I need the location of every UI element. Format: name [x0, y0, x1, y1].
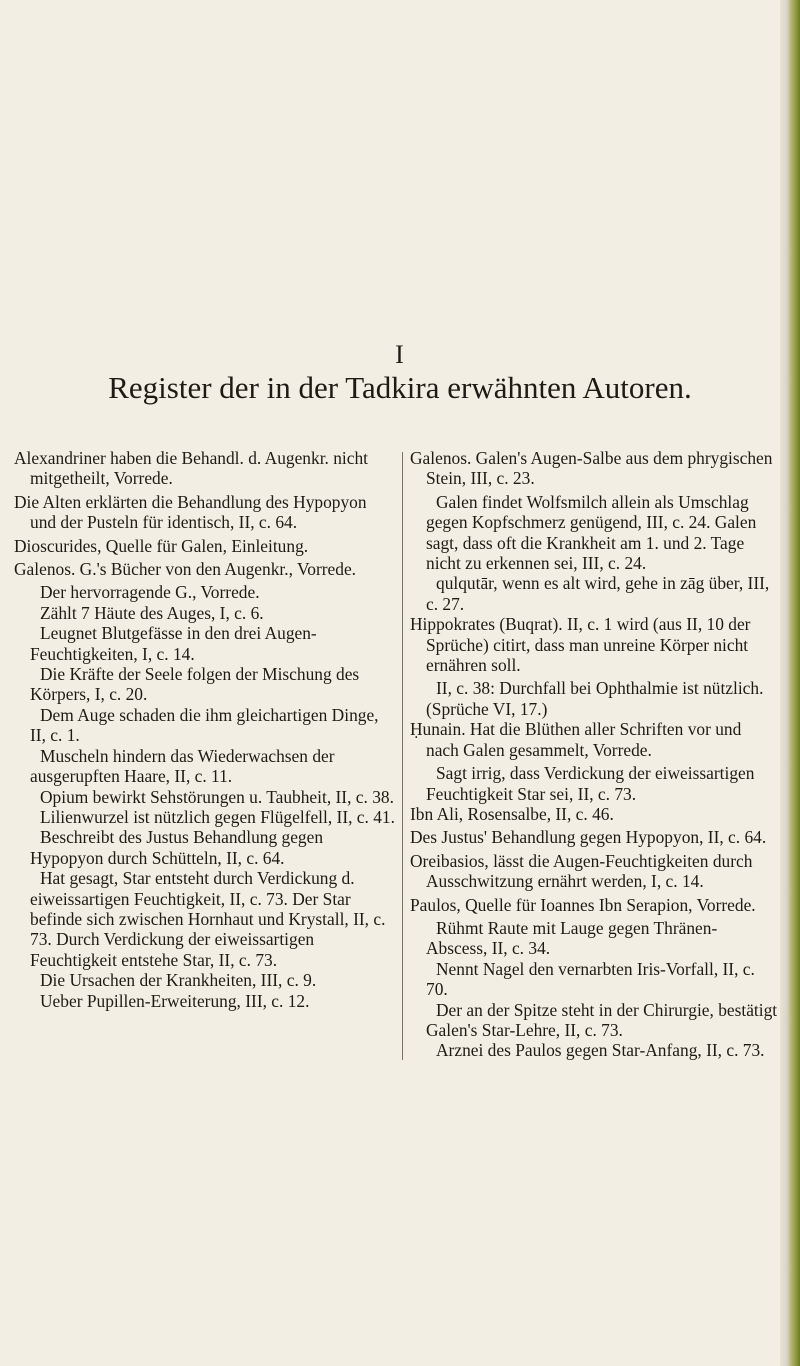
- register-subentry: Dem Auge schaden die ihm gleichartigen Dinge, II, c. 1.: [30, 704, 379, 746]
- register-entry: Paulos, Quelle für Ioannes Ibn Serapion, Vorrede.: [410, 894, 756, 915]
- register-entry: Alexandriner haben die Behandl. d. Augenkr. nicht mitgetheilt, Vorrede.: [14, 448, 368, 489]
- register-subentry: Muscheln hindern das Wiederwachsen der ausgerupften Haare, II, c. 11.: [30, 745, 335, 787]
- register-subentry: Die Ursachen der Krankheiten, III, c. 9.: [40, 970, 317, 991]
- register-entry: Dioscurides, Quelle für Galen, Einleitung.: [14, 535, 309, 556]
- register-entry: Des Justus' Behandlung gegen Hypopyon, II, c. 64.: [410, 827, 767, 848]
- left-column: [14, 448, 396, 1011]
- register-subentry: Rühmt Raute mit Lauge gegen Thränen-Abscess, II, c. 34.: [426, 917, 718, 959]
- register-subentry: Sagt irrig, dass Verdickung der eiweissartigen Feuchtigkeit Star sei, II, c. 73.: [426, 763, 755, 804]
- register-subentry: Ueber Pupillen-Erweiterung, III, c. 12.: [40, 990, 310, 1011]
- register-subentry: II, c. 38: Durchfall bei Ophthalmie ist nützlich. (Sprüche VI, 17.): [426, 678, 764, 719]
- register-entry: Die Alten erklärten die Behandlung des Hypopyon und der Pusteln für identisch, II, c. 64.: [14, 491, 367, 533]
- register-subentry: Zählt 7 Häute des Auges, I, c. 6.: [40, 602, 264, 623]
- register-subentry: Hat gesagt, Star entsteht durch Verdickung d. eiweissartigen Feuchtigkeit, II, c. 73. Der Star befinde sich zwischen Hornhaut und Krystall, II, c. 73. Durch Verdickung der eiweissartigen Feuchtigkeit entstehe Star, II, c. 73.: [30, 868, 386, 970]
- right-column: [410, 448, 778, 1061]
- register-entry: Ḥunain. Hat die Blüthen aller Schriften vor und nach Galen gesammelt, Vorrede.: [410, 719, 742, 760]
- register-subentry: Leugnet Blutgefässe in den drei Augen-Feuchtigkeiten, I, c. 14.: [30, 623, 317, 664]
- register-subentry: Arznei des Paulos gegen Star-Anfang, II, c. 73.: [436, 1040, 765, 1061]
- register-entry: Ibn Ali, Rosensalbe, II, c. 46.: [410, 803, 614, 824]
- register-entry: Hippokrates (Buqrat). II, c. 1 wird (aus II, 10 der Sprüche) citirt, dass man unreine Körper nicht ernähren soll.: [410, 614, 751, 676]
- register-entry: Oreibasios, lässt die Augen-Feuchtigkeiten durch Ausschwitzung ernährt werden, I, c. 14.: [410, 850, 753, 892]
- register-subentry: Opium bewirkt Sehstörungen u. Taubheit, II, c. 38.: [40, 786, 394, 807]
- page-edge: [780, 0, 800, 1366]
- register-subentry: Der hervorragende G., Vorrede.: [40, 582, 260, 603]
- page-title: Register der in der Tadkira erwähnten Autoren.: [108, 370, 692, 405]
- register-entry: Galenos. G.'s Bücher von den Augenkr., Vorrede.: [14, 559, 357, 580]
- page-number: I: [395, 340, 405, 369]
- register-entry: Galenos. Galen's Augen-Salbe aus dem phrygischen Stein, III, c. 23.: [410, 448, 773, 489]
- register-subentry: Nennt Nagel den vernarbten Iris-Vorfall, II, c. 70.: [426, 958, 755, 1000]
- column-divider: [402, 452, 403, 1060]
- register-subentry: Lilienwurzel ist nützlich gegen Flügelfell, II, c. 41.: [40, 806, 395, 827]
- register-subentry: qulqutār, wenn es alt wird, gehe in zāg über, III, c. 27.: [426, 573, 770, 614]
- register-subentry: Galen findet Wolfsmilch allein als Umschlag gegen Kopfschmerz genügend, III, c. 24. Galen sagt, dass oft die Krankheit am 1. und 2. Tage nicht zu erkennen sei, III, c. 24.: [426, 491, 757, 574]
- register-subentry: Beschreibt des Justus Behandlung gegen Hypopyon durch Schütteln, II, c. 64.: [30, 827, 324, 868]
- register-subentry: Der an der Spitze steht in der Chirurgie, bestätigt Galen's Star-Lehre, II, c. 73.: [426, 999, 778, 1040]
- register-subentry: Die Kräfte der Seele folgen der Mischung des Körpers, I, c. 20.: [30, 664, 360, 705]
